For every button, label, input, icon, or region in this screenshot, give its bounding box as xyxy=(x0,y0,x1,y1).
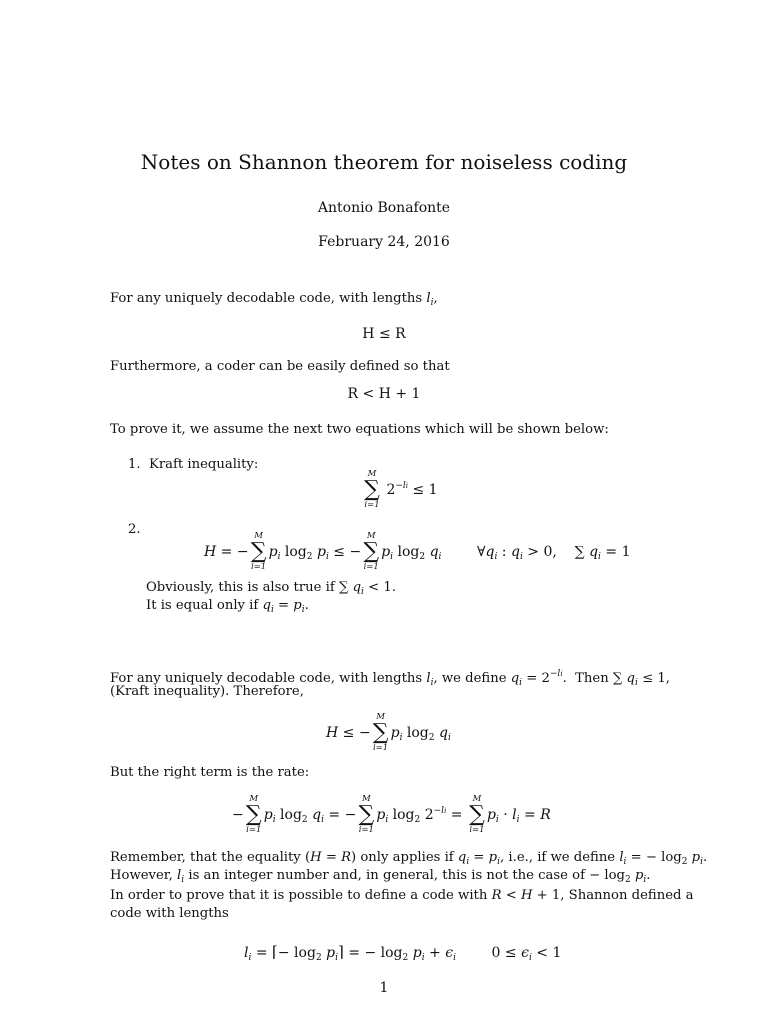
item-2-note-2-text: It is equal only if xyxy=(146,598,259,613)
paper-date: February 24, 2016 xyxy=(318,234,450,250)
paragraph-3: To prove it, we assume the next two equations which will be shown below: xyxy=(110,422,609,437)
paragraph-1: For any uniquely decodable code, with lengths $l_i$, xyxy=(110,291,438,308)
item-2-note-1-text: Obviously, this is also true if xyxy=(146,580,335,595)
kraft-label: Kraft inequality: xyxy=(148,457,259,472)
paragraph-4-line-1: For any uniquely decodable code, with lengths $l_i$, we define $q_i = 2^{-li}$. Then ∑ $q_i \le 1$, xyxy=(110,669,670,688)
paragraph-4-text-b: we define xyxy=(441,671,507,686)
paragraph-7-text-b: is an integer number and, in general, this is not the case of xyxy=(188,868,585,883)
paragraph-4-line-2: (Kraft inequality). Therefore, xyxy=(110,684,304,699)
item-2-note-2: It is equal only if $q_i = p_i$. xyxy=(146,598,309,615)
equation-gibbs: H = − M ∑ i=1 $p_i$ $\log_2 p_i$ ≤ − M ∑ i=1 $p_i$ $\log_2 q_i$ $\forall q_i$ : $q_i > 0$, ∑ $q_i = 1$ xyxy=(204,531,631,572)
equation-r-lt-h1: R < H + 1 xyxy=(347,386,421,402)
author-name: Antonio Bonafonte xyxy=(317,200,451,216)
equation-h-bound: H ≤ − M ∑ i=1 $p_i$ $\log_2 q_i$ xyxy=(326,712,451,753)
paragraph-2: Furthermore, a coder can be easily defined so that xyxy=(110,359,450,374)
paragraph-8-line-1: In order to prove that it is possible to define a code with R < H + 1, Shannon defined a xyxy=(110,888,694,903)
equation-kraft: M ∑ i=1 $2^{-li} \le 1$ xyxy=(364,469,438,510)
equation-h-le-r: H ≤ R xyxy=(362,326,406,342)
paragraph-8-line-2: code with lengths xyxy=(110,906,229,921)
page-number: 1 xyxy=(379,980,389,996)
paragraph-8-text-b: Shannon defined a xyxy=(568,888,694,903)
equation-shannon-lengths: $l_i$ = ⌈− $\log_2$ $p_i⌉$ = − $\log_2 p_i + \epsilon_i$ $0 \le \epsilon_i < 1$ xyxy=(244,943,562,963)
paragraph-6-text-b: only applies if xyxy=(360,850,454,865)
paragraph-4-text-c: Then xyxy=(575,671,609,686)
paragraph-4-text-a: For any uniquely decodable code, with lengths xyxy=(110,671,423,686)
list-number-1: 1. xyxy=(128,457,141,472)
list-item-2: 2. xyxy=(128,522,141,537)
item-2-note-1: Obviously, this is also true if ∑ $q_i < 1$. xyxy=(146,580,396,597)
paragraph-8-text-a: In order to prove that it is possible to define a code with xyxy=(110,888,488,903)
paragraph-7-text-a: However, xyxy=(110,868,173,883)
paragraph-7: However, $l_i$ is an integer number and, in general, this is not the case of − $\log_2 p_i$. xyxy=(110,868,651,885)
paragraph-6-text-c: i.e., if we define xyxy=(508,850,616,865)
paragraph-5: But the right term is the rate: xyxy=(110,765,310,780)
paragraph-6-text-a: Remember, that the equality xyxy=(110,850,301,865)
paper-title: Notes on Shannon theorem for noiseless coding xyxy=(140,150,628,174)
paragraph-6: Remember, that the equality (H = R) only applies if $q_i = p_i$, i.e., if we define $l_i$ = − $\log_2 p_i$. xyxy=(110,850,708,867)
equation-rate: − M ∑ i=1 $p_i$ $\log_2 q_i$ = − M ∑ i=1 $p_i$ $\log_2 2^{-li}$ = M ∑ i=1 $p_i \cdot l_i = R$ xyxy=(232,794,551,835)
list-item-1 xyxy=(128,456,258,474)
paragraph-1-text: For any uniquely decodable code, with lengths xyxy=(110,291,423,306)
